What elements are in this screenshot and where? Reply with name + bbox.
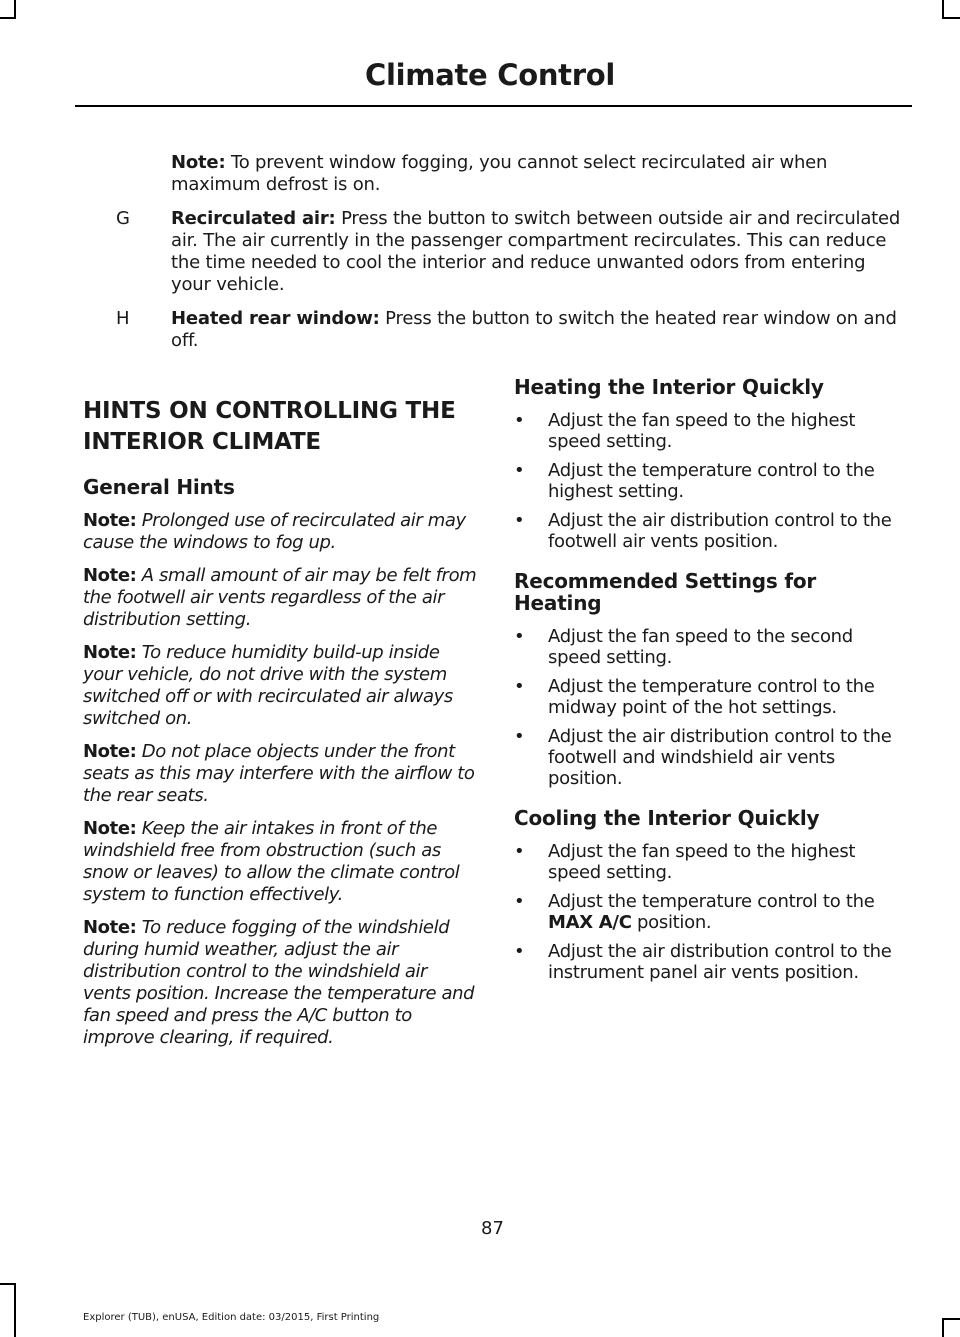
- control-description: Press the button to switch the heated rear window on and off.: [171, 308, 897, 351]
- control-letter: H: [116, 308, 130, 329]
- max-ac-label: MAX A/C: [548, 912, 632, 933]
- crop-mark: [942, 17, 960, 19]
- hint-note: [83, 818, 478, 906]
- bullet-icon: •: [514, 410, 525, 431]
- bullet-icon: •: [514, 891, 525, 912]
- note-text: A small amount of air may be felt from the footwell air vents regardless of the air distribution setting.: [83, 565, 477, 630]
- control-item-g: [0, 208, 960, 296]
- page-number: 87: [481, 1218, 504, 1239]
- control-label: Heated rear window:: [171, 308, 380, 329]
- list-item: [514, 841, 909, 883]
- right-column: [514, 376, 909, 1001]
- left-column: [83, 396, 478, 1060]
- control-item-h: [0, 308, 960, 352]
- list-item-text: Adjust the air distribution control to the footwell air vents position.: [548, 510, 892, 552]
- note-text: To reduce fogging of the windshield during humid weather, adjust the air distribution control to the windshield air vents position. Increase the temperature and fan speed and press the A/C button to improve clearing, if required.: [83, 917, 475, 1048]
- note-label: Note:: [83, 917, 137, 938]
- hint-note: [83, 642, 478, 730]
- header-divider: [75, 105, 912, 107]
- list-item-text: Adjust the fan speed to the second speed setting.: [548, 626, 853, 668]
- bullet-icon: •: [514, 941, 525, 962]
- list-item: [514, 460, 909, 502]
- hint-note: [83, 510, 478, 554]
- bullet-list: [514, 410, 909, 552]
- crop-mark: [942, 0, 944, 18]
- crop-mark: [942, 1318, 944, 1337]
- list-item-text-prefix: Adjust the temperature control to the: [548, 891, 875, 912]
- list-item-text: Adjust the fan speed to the highest speed setting.: [548, 410, 856, 452]
- note-label: Note:: [83, 818, 137, 839]
- note-label: Note:: [83, 565, 137, 586]
- control-letter: G: [116, 208, 130, 229]
- note-text: To reduce humidity build-up inside your vehicle, do not drive with the system switched off or with recirculated air always switched on.: [83, 642, 453, 729]
- list-item-text: Adjust the temperature control to the midway point of the hot settings.: [548, 676, 875, 718]
- crop-mark: [0, 1283, 16, 1285]
- note-label: Note:: [83, 741, 137, 762]
- footer-edition-info: Explorer (TUB), enUSA, Edition date: 03/2015, First Printing: [83, 1312, 380, 1323]
- list-item-text: Adjust the air distribution control to the instrument panel air vents position.: [548, 941, 892, 983]
- hint-note: [83, 917, 478, 1049]
- crop-mark: [942, 1318, 960, 1320]
- note-text: To prevent window fogging, you cannot select recirculated air when maximum defrost is on.: [171, 152, 828, 195]
- list-item-text: Adjust the temperature control to the highest setting.: [548, 460, 875, 502]
- list-item-text: Adjust the air distribution control to the footwell and windshield air vents position.: [548, 726, 892, 789]
- subsection-heading: Cooling the Interior Quickly: [514, 806, 820, 830]
- bullet-list: [514, 626, 909, 789]
- note-label: Note:: [83, 510, 137, 531]
- list-item: [514, 410, 909, 452]
- list-item: [514, 891, 909, 933]
- bullet-icon: •: [514, 676, 525, 697]
- crop-mark: [0, 17, 16, 19]
- subsection-heading: General Hints: [83, 475, 235, 499]
- hint-note: [83, 741, 478, 807]
- note-label: Note:: [83, 642, 137, 663]
- control-description: Press the button to switch between outside air and recirculated air. The air currently in the passenger compartment recirculates. This can reduce the time needed to cool the interior and reduce unwanted odors from entering your vehicle.: [171, 208, 901, 295]
- page-title: Climate Control: [365, 58, 615, 92]
- control-descriptions: [0, 152, 960, 364]
- list-item: [514, 676, 909, 718]
- note-text: Keep the air intakes in front of the windshield free from obstruction (such as snow or leaves) to allow the climate control system to function effectively.: [83, 818, 460, 905]
- list-item-text-suffix: position.: [631, 912, 712, 933]
- subsection-heading: Heating the Interior Quickly: [514, 375, 824, 399]
- list-item: [514, 626, 909, 668]
- list-item: [514, 941, 909, 983]
- bullet-icon: •: [514, 460, 525, 481]
- defrost-note: [0, 152, 960, 196]
- bullet-icon: •: [514, 510, 525, 531]
- note-label: Note:: [171, 152, 226, 173]
- list-item-text: Adjust the fan speed to the highest speed setting.: [548, 841, 856, 883]
- bullet-icon: •: [514, 726, 525, 747]
- bullet-list: [514, 841, 909, 983]
- control-label: Recirculated air:: [171, 208, 336, 229]
- subsection-heading: Recommended Settings for Heating: [514, 569, 817, 615]
- bullet-icon: •: [514, 841, 525, 862]
- crop-mark: [14, 0, 16, 18]
- bullet-icon: •: [514, 626, 525, 647]
- hint-note: [83, 565, 478, 631]
- section-heading: HINTS ON CONTROLLING THE INTERIOR CLIMATE: [83, 398, 456, 455]
- note-text: Prolonged use of recirculated air may cause the windows to fog up.: [83, 510, 466, 553]
- list-item: [514, 726, 909, 789]
- list-item: [514, 510, 909, 552]
- crop-mark: [14, 1283, 16, 1337]
- note-text: Do not place objects under the front seats as this may interfere with the airflow to the rear seats.: [83, 741, 475, 806]
